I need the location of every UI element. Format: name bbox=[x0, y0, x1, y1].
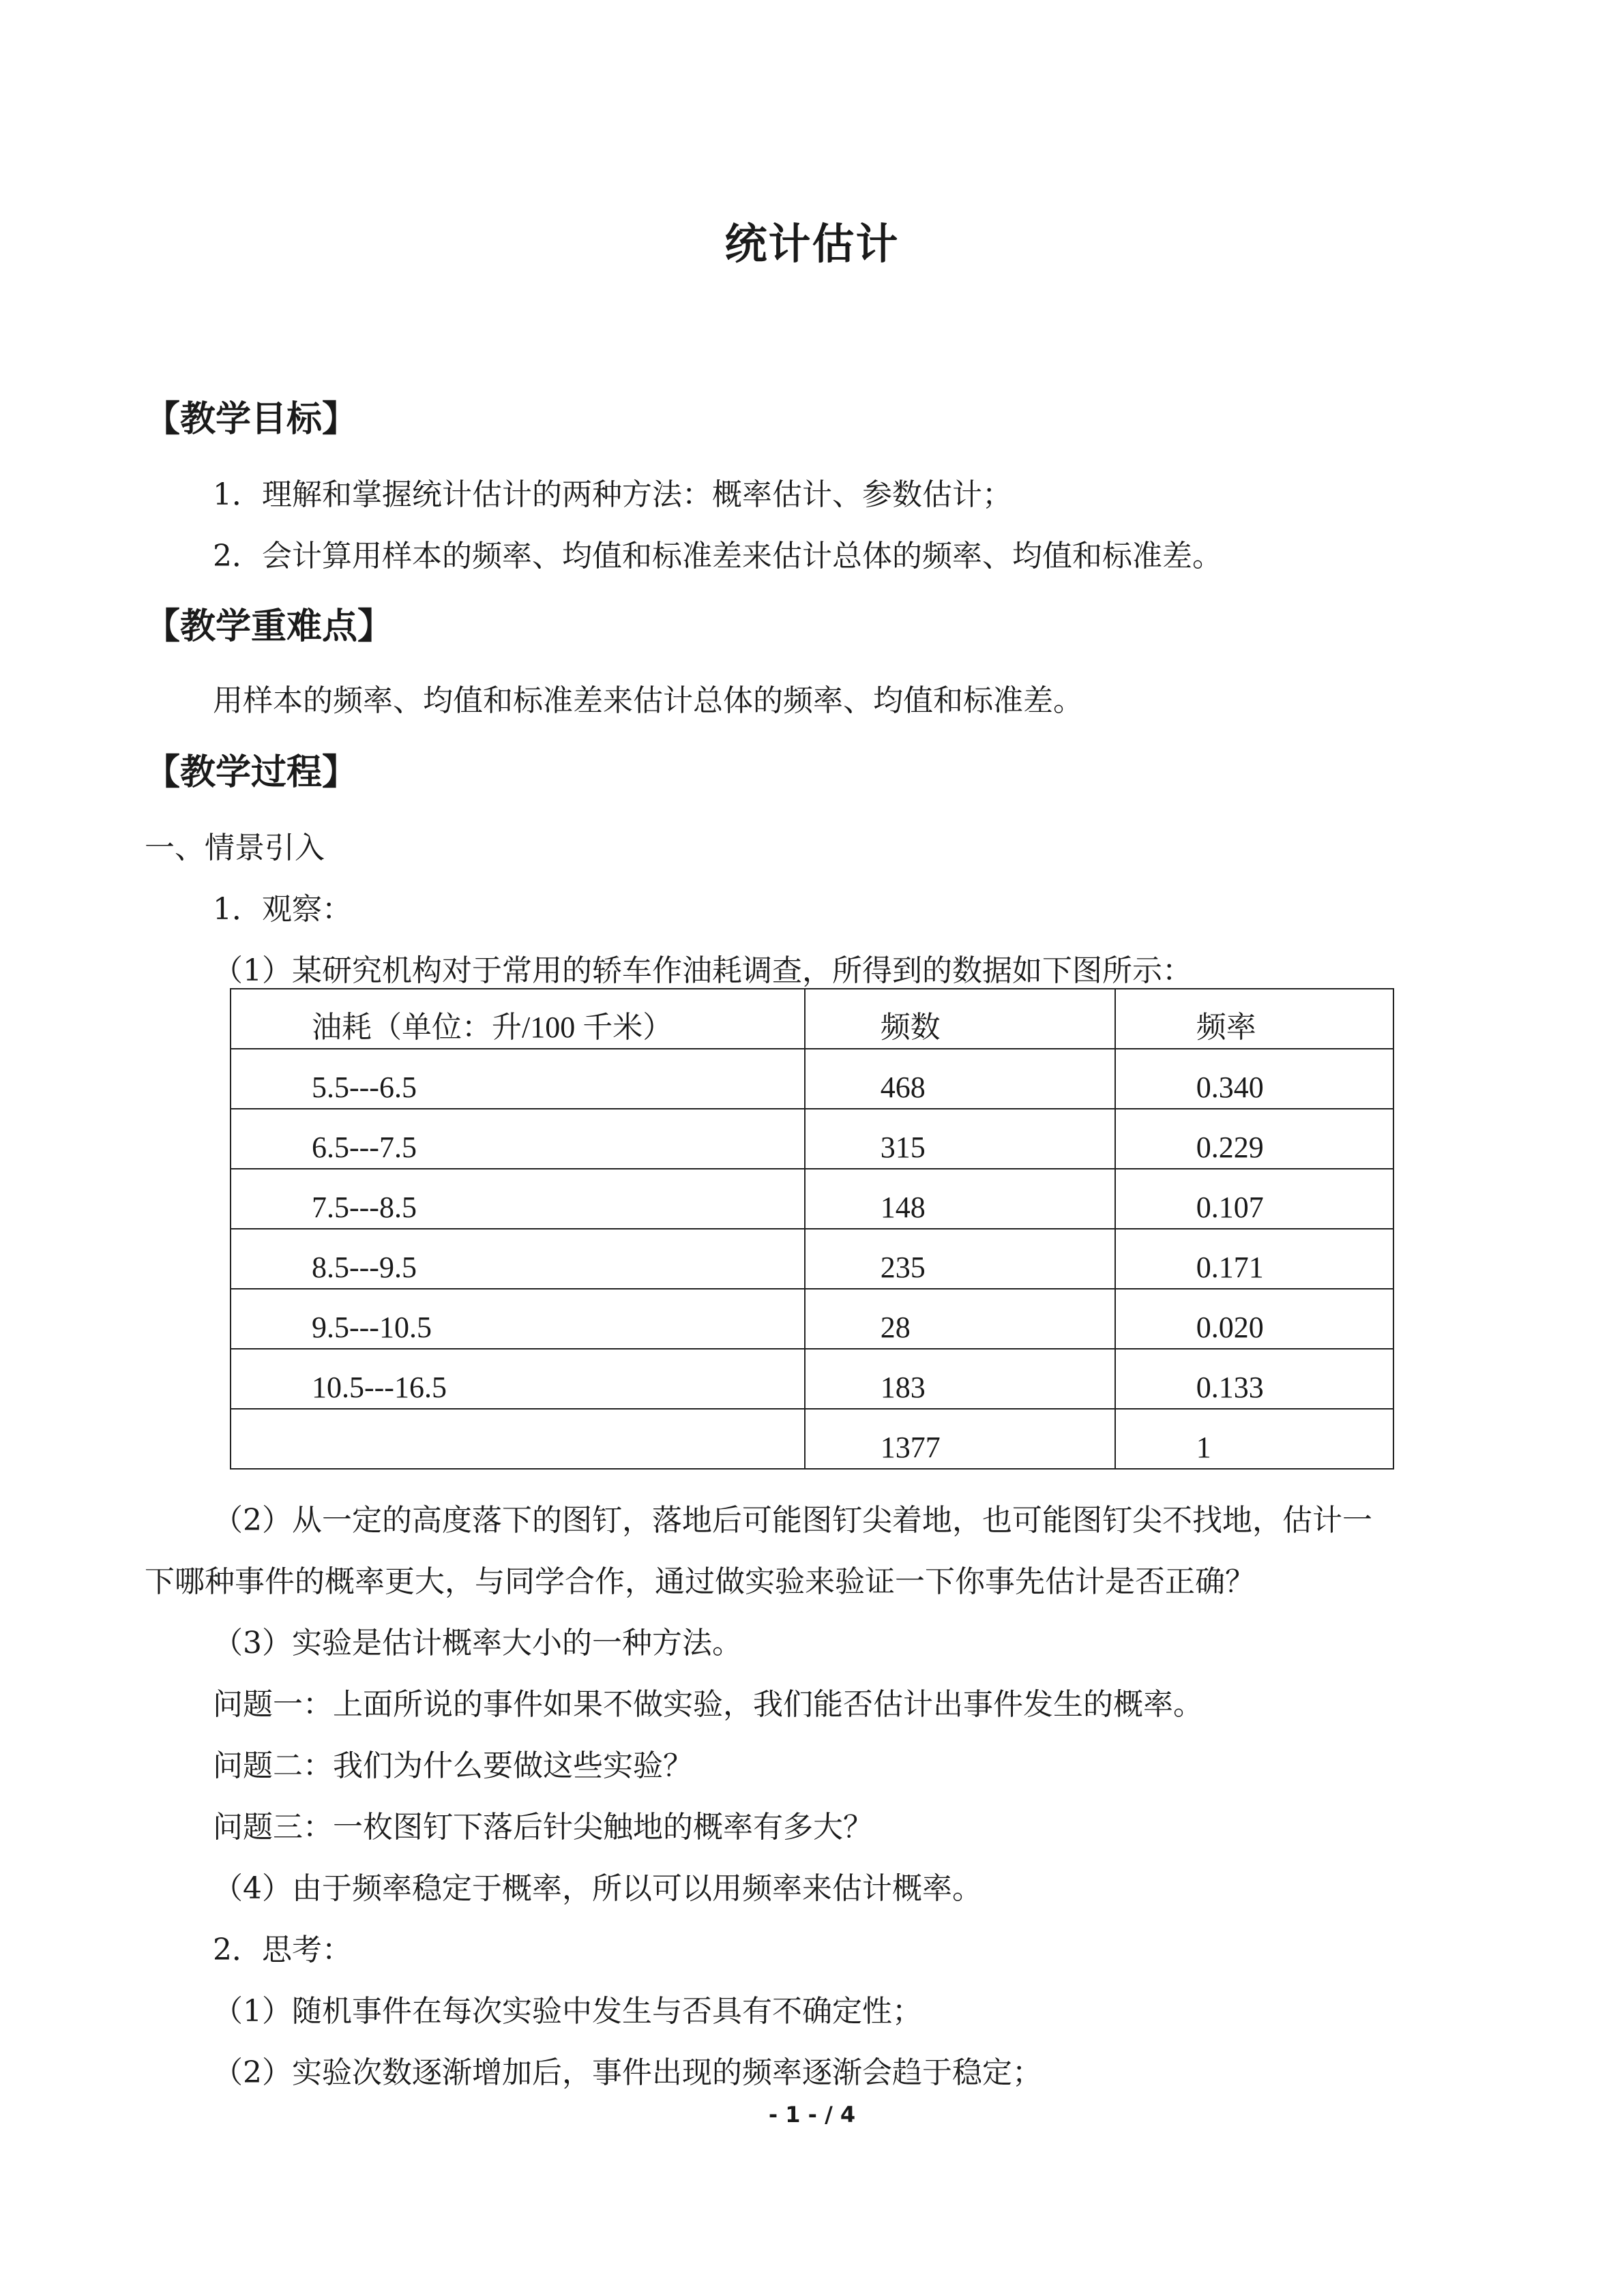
fuel-range: 5.5---6.5 bbox=[312, 1071, 417, 1104]
part1-title: 一、情景引入 bbox=[145, 831, 325, 865]
table-cell bbox=[1115, 1109, 1393, 1169]
count-value: 315 bbox=[880, 1131, 926, 1164]
total-frequency: 1 bbox=[1196, 1431, 1211, 1464]
key-points-text: 用样本的频率、均值和标准差来估计总体的频率、均值和标准差。 bbox=[213, 683, 1083, 718]
page-number: - 1 - / 4 bbox=[768, 2102, 856, 2128]
fuel-range: 9.5---10.5 bbox=[312, 1311, 432, 1344]
table-cell bbox=[805, 1049, 1115, 1109]
think-item-1: （1）随机事件在每次实验中发生与否具有不确定性； bbox=[213, 1994, 922, 2029]
item-1-text: （1）某研究机构对于常用的轿车作油耗调查，所得到的数据如下图所示： bbox=[213, 953, 1192, 988]
observe-label: 1．观察： bbox=[213, 892, 352, 927]
table-row bbox=[231, 1229, 1393, 1289]
count-value: 148 bbox=[880, 1191, 926, 1224]
table-header-cell bbox=[1115, 989, 1393, 1049]
process-heading: 【教学过程】 bbox=[145, 752, 358, 793]
frequency-value: 0.229 bbox=[1196, 1131, 1264, 1164]
count-value: 235 bbox=[880, 1251, 926, 1284]
frequency-value: 0.340 bbox=[1196, 1071, 1264, 1104]
fuel-consumption-table bbox=[230, 988, 1394, 1470]
table-cell bbox=[231, 1349, 805, 1409]
table-cell bbox=[231, 1109, 805, 1169]
table-cell bbox=[231, 1409, 805, 1469]
objectives-heading: 【教学目标】 bbox=[145, 399, 358, 440]
table-body bbox=[231, 989, 1393, 1469]
page-title: 统计估计 bbox=[724, 219, 900, 269]
table-cell bbox=[231, 1049, 805, 1109]
frequency-value: 0.133 bbox=[1196, 1371, 1264, 1404]
frequency-value: 0.020 bbox=[1196, 1311, 1264, 1344]
table-row bbox=[231, 1169, 1393, 1229]
table-cell bbox=[231, 1169, 805, 1229]
fuel-range: 6.5---7.5 bbox=[312, 1131, 417, 1164]
table-cell bbox=[805, 1349, 1115, 1409]
table-cell bbox=[805, 1169, 1115, 1229]
table-cell bbox=[1115, 1169, 1393, 1229]
table-cell bbox=[231, 1289, 805, 1349]
table-cell bbox=[805, 1289, 1115, 1349]
table-header-row bbox=[231, 989, 1393, 1049]
question-1: 问题一：上面所说的事件如果不做实验，我们能否估计出事件发生的概率。 bbox=[213, 1687, 1203, 1722]
item-4-text: （4）由于频率稳定于概率，所以可以用频率来估计概率。 bbox=[213, 1871, 982, 1906]
item-2-line-2: 下哪种事件的概率更大，与同学合作，通过做实验来验证一下你事先估计是否正确？ bbox=[145, 1564, 1255, 1599]
table-header-cell bbox=[805, 989, 1115, 1049]
count-value: 183 bbox=[880, 1371, 926, 1404]
table-cell bbox=[1115, 1229, 1393, 1289]
header-fuel: 油耗（单位：升/100 千米） bbox=[312, 1011, 673, 1044]
table-cell bbox=[1115, 1409, 1393, 1469]
table-cell bbox=[1115, 1349, 1393, 1409]
table-cell bbox=[805, 1109, 1115, 1169]
header-frequency: 频率 bbox=[1196, 1011, 1256, 1044]
table-cell bbox=[231, 1229, 805, 1289]
item-3-text: （3）实验是估计概率大小的一种方法。 bbox=[213, 1626, 742, 1660]
table-cell bbox=[1115, 1049, 1393, 1109]
header-count: 频数 bbox=[880, 1011, 941, 1044]
question-3: 问题三：一枚图钉下落后针尖触地的概率有多大？ bbox=[213, 1810, 873, 1845]
fuel-range: 7.5---8.5 bbox=[312, 1191, 417, 1224]
table-cell bbox=[1115, 1289, 1393, 1349]
count-value: 468 bbox=[880, 1071, 926, 1104]
total-count: 1377 bbox=[880, 1431, 941, 1464]
think-label: 2．思考： bbox=[213, 1933, 352, 1967]
total-label bbox=[231, 1430, 804, 1448]
key-points-heading: 【教学重难点】 bbox=[145, 606, 394, 647]
question-2: 问题二：我们为什么要做这些实验？ bbox=[213, 1748, 693, 1783]
table-row bbox=[231, 1049, 1393, 1109]
table-cell bbox=[805, 1409, 1115, 1469]
table-total-row bbox=[231, 1409, 1393, 1469]
table-header-cell bbox=[231, 989, 805, 1049]
frequency-value: 0.107 bbox=[1196, 1191, 1264, 1224]
count-value: 28 bbox=[880, 1311, 911, 1344]
objective-item-2: 2．会计算用样本的频率、均值和标准差来估计总体的频率、均值和标准差。 bbox=[213, 539, 1222, 573]
table-row bbox=[231, 1109, 1393, 1169]
think-item-2: （2）实验次数逐渐增加后，事件出现的频率逐渐会趋于稳定； bbox=[213, 2055, 1042, 2090]
item-2-line-1: （2）从一定的高度落下的图钉，落地后可能图钉尖着地，也可能图钉尖不找地，估计一 bbox=[213, 1503, 1372, 1538]
fuel-range: 10.5---16.5 bbox=[312, 1371, 447, 1404]
fuel-range: 8.5---9.5 bbox=[312, 1251, 417, 1284]
table-row bbox=[231, 1289, 1393, 1349]
table-row bbox=[231, 1349, 1393, 1409]
table-cell bbox=[805, 1229, 1115, 1289]
objective-item-1: 1．理解和掌握统计估计的两种方法：概率估计、参数估计； bbox=[213, 477, 1012, 512]
frequency-value: 0.171 bbox=[1196, 1251, 1264, 1284]
